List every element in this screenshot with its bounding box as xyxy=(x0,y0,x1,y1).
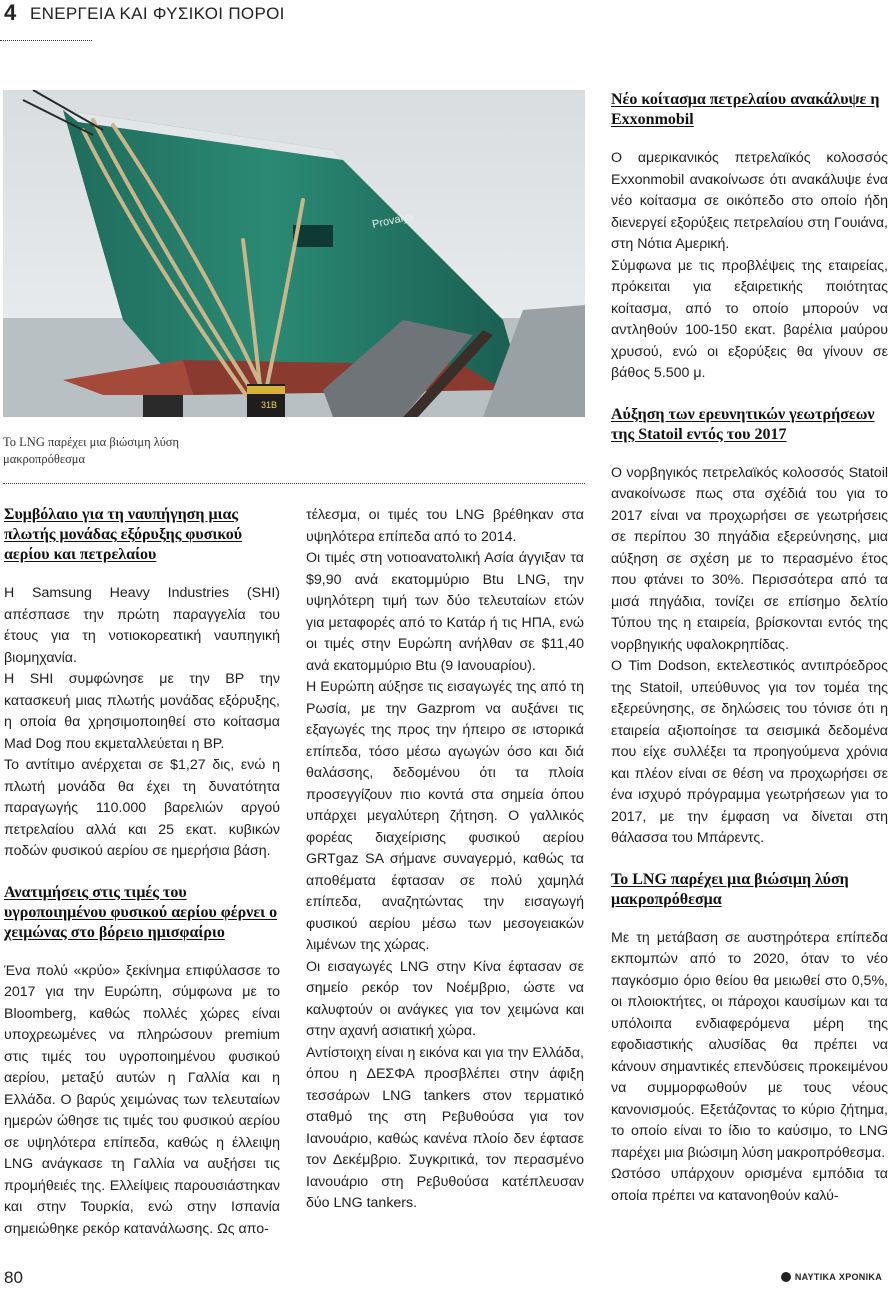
paragraph: Το αντίτιμο ανέρχεται σε $1,27 δις, ενώ η πλωτή μονάδα θα έχει τη δυνατότητα παραγωγής 110.000 βαρελιών αργού πετρελαίου αλλά και 25 εκατ. κυβικών ποδών φυσικού αερίου σε ημερήσια βάση. xyxy=(4,757,280,859)
lng-tanker-photo xyxy=(3,90,585,417)
page-number: 80 xyxy=(4,1268,23,1287)
headline-statoil: Αύξηση των ερευνητικών γεωτρήσεων της Statoil εντός του 2017 xyxy=(611,405,875,443)
headline-lng-prices: Ανατιμήσεις στις τιμές του υγροποιημένου φυσικού αερίου φέρνει ο χειμώνας στο βόρειο ημισφαίριο xyxy=(4,883,278,941)
photo-caption: Το LNG παρέχει μια βιώσιμη λύση μακροπρόθεσμα xyxy=(3,435,180,466)
header-divider xyxy=(0,40,92,41)
paragraph: Ο αμερικανικός πετρελαϊκός κολοσσός Exxonmobil ανακοίνωσε ότι ανακάλυψε ένα νέο κοίτασμα σε οικόπεδο στο οποίο ήδη διενεργεί εξορύξεις πετρελαίου στη Γουιάνα, στη Νότια Αμερική. xyxy=(611,150,888,252)
section-divider xyxy=(3,483,585,484)
headline-lng-solution: Το LNG παρέχει μια βιώσιμη λύση μακροπρόθεσμα xyxy=(611,870,849,908)
paragraph: Η Ευρώπη αύξησε τις εισαγωγές της από τη Ρωσία, με την Gazprom να αυξάνει τις εξαγωγές της προς την ήπειρο σε ιστορικά επίπεδα, τόσο μέσω αγωγών όσο και διά θαλάσσης, δεδομένου ότι τα πλοία προσεγγίζουν πιο κοντά στα σημεία όπου υπάρχει μεγαλύτερη ζήτηση. Ο γαλλικός φορέας διαχείρισης φυσικού αερίου GRTgaz SA σήμανε συναγερμό, καθώς τα αποθέματα έφτασαν σε πολύ χαμηλά επίπεδα, αναζητώντας την εισαγωγή φυσικού αερίου μέσω των μεσογειακών λιμένων της χώρας. xyxy=(306,679,584,953)
paragraph: Σύμφωνα με τις προβλέψεις της εταιρείας, πρόκειται για εξαιρετικής ποιότητας κοίτασμα, από το οποίο μπορούν να αντληθούν 100-150 εκατ. βαρέλια μαύρου χρυσού, ενώ οι εξορύξεις θα γίνουν σε βάθος 5.500 μ. xyxy=(611,257,888,381)
logo-icon xyxy=(781,1272,791,1282)
paragraph: Ο νορβηγικός πετρελαϊκός κολοσσός Statoil ανακοίνωσε πως στα σχέδιά του για το 2017 είναι να προχωρήσει σε γεωτρήσεις σε περίπου 30 πηγάδια εξερεύνησης, μια αύξηση σε σχέση με το περασμένο έτος που φτάνει το 30%. Περισσότερα από τα μισά πηγάδια, τονίζει σε επίσημο δελτίο Τύπου της η εταιρεία, βρίσκονται εντός της νορβηγικής υφαλοκρηπίδας. xyxy=(611,464,888,653)
paragraph: Οι τιμές στη νοτιοανατολική Ασία άγγιξαν τα $9,90 ανά εκατομμύριο Btu LNG, την υψηλότερη τιμή των δύο τελευταίων ετών για μεταφορές από το Κατάρ ή τις ΗΠΑ, ενώ οι τιμές στην Ευρώπη ανήλθαν σε $11,40 ανά εκατομμύριο Btu (9 Ιανουαρίου). xyxy=(306,550,584,674)
bollard-label: 31B xyxy=(261,400,278,410)
paragraph: Η Samsung Heavy Industries (SHI) απέσπασε την πρώτη παραγγελία του έτους για τη νοτιοκορεατική ναυπηγική βιομηχανία. xyxy=(4,585,280,666)
headline-shi-contract: Συμβόλαιο για τη ναυπήγηση μιας πλωτής μονάδας εξόρυξης φυσικού αερίου και πετρελαίου xyxy=(4,506,243,563)
paragraph: Ένα πολύ «κρύο» ξεκίνημα επιφύλασσε το 2017 για την Ευρώπη, σύμφωνα με το Bloomberg, καθώς πολλές χώρες είναι υποχρεωμένες να πληρώσουν premium στις τιμές του υγροποιημένου φυσικού αερίου, μεταξύ αυτών η Γαλλία και η Ελλάδα. Ο βαρύς χειμώνας των τελευταίων ημερών ώθησε τις τιμές του φυσικού αερίου σε υψηλότερα επίπεδα, καθώς η έλλειψη LNG ανάγκασε τη Γαλλία να αυξήσει τις προμήθειές της. Ελλείψεις παρουσιάστηκαν και στην Τουρκία, ενώ στην Ισπανία σημειώθηκε ρεκόρ κατανάλωσης. Ως απο- xyxy=(4,962,280,1237)
paragraph: Η SHI συμφώνησε με την BP την κατασκευή μιας πλωτής μονάδας εξόρυξης, η οποία θα χρησιμοποιηθεί στο κοίτασμα Mad Dog που εκμεταλλεύεται η BP. xyxy=(4,671,280,752)
paragraph: τέλεσμα, οι τιμές του LNG βρέθηκαν στα υψηλότερα επίπεδα από το 2014. xyxy=(306,507,584,545)
ship-name-text: Provalys xyxy=(371,210,415,231)
headline-exxonmobil: Νέο κοίτασμα πετρελαίου ανακάλυψε η Exxonmobil xyxy=(611,91,880,128)
article-column-1 xyxy=(4,505,280,1240)
magazine-logo xyxy=(781,1272,882,1282)
paragraph: Αντίστοιχη είναι η εικόνα και για την Ελλάδα, όπου η ΔΕΣΦΑ προσβλέπει στην άφιξη τεσσάρων LNG tankers στον τερματικό σταθμό της στη Ρεβυθούσα για τον Ιανουάριο, καθώς κανένα πλοίο δεν έφτασε τον Δεκέμβριο. Συγκριτικά, τον περασμένο Ιανουάριο στη Ρεβυθούσα κατέπλευσαν δύο LNG tankers. xyxy=(306,1044,584,1211)
article-column-3 xyxy=(611,90,888,1207)
section-marker: 4 xyxy=(4,0,17,25)
article-column-2 xyxy=(306,505,584,1215)
paragraph: Ωστόσο υπάρχουν ορισμένα εμπόδια τα οποία πρέπει να κατανοηθούν καλύ- xyxy=(611,1166,888,1204)
paragraph: Οι εισαγωγές LNG στην Κίνα έφτασαν σε σημείο ρεκόρ τον Νοέμβριο, ώστε να καλυφτούν οι ανάγκες για τον χειμώνα και στην αχανή ασιατική χώρα. xyxy=(306,958,584,1039)
paragraph: Ο Tim Dodson, εκτελεστικός αντιπρόεδρος της Statoil, υπεύθυνος για τον τομέα της εξερεύνησης, σε δηλώσεις του τόνισε ότι η εταιρεία αξιοποίησε τα σεισμικά δεδομένα που είχε συλλέξει τα προηγούμενα χρόνια και πλέον είναι σε θέση να προχωρήσει σε ένα ισχυρό πρόγραμμα γεωτρήσεων για το 2017, με την έμφαση να δίνεται στη θάλασσα του Μπάρεντς. xyxy=(611,658,888,846)
magazine-name: ΝΑΥΤΙΚΑ ΧΡΟΝΙΚΑ xyxy=(794,1272,882,1282)
paragraph: Με τη μετάβαση σε αυστηρότερα επίπεδα εκπομπών από το 2020, όταν το νέο παγκόσμιο όριο θείου θα μειωθεί στο 0,5%, οι πλοιοκτήτες, οι πάροχοι καυσίμων και τα υπόλοιπα ενδιαφερόμενα μέρη της εφοδιαστικής αλυσίδας θα πρέπει να κάνουν σημαντικές επενδύσεις προκειμένου να συμμορφωθούν με τους νέους κανονισμούς. Εξετάζοντας το κύριο ζήτημα, το οποίο είναι το ίδιο το καύσιμο, το LNG παρέχει μια βιώσιμη λύση μακροπρόθεσμα. xyxy=(611,929,888,1161)
section-title: ΕΝΕΡΓΕΙΑ ΚΑΙ ΦΥΣΙΚΟΙ ΠΟΡΟΙ xyxy=(30,4,285,23)
